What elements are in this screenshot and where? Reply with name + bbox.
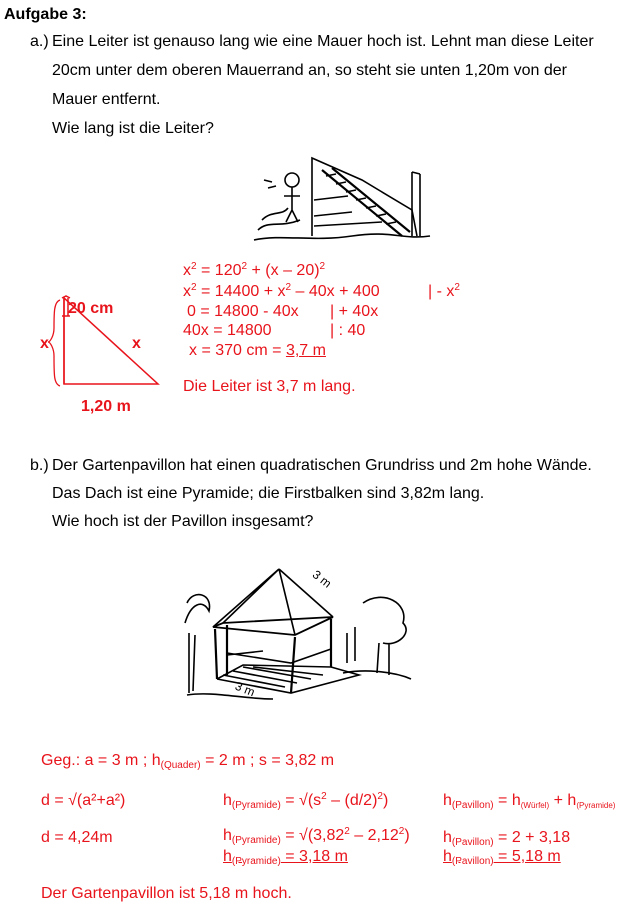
part-a-question: Wie lang ist die Leiter?: [52, 120, 214, 137]
pavilion-sketch: [183, 563, 415, 703]
solution-line-5: x = 370 cm = 3,7 m: [189, 342, 326, 359]
part-a-line-1: Eine Leiter ist genauso lang wie eine Mauer hoch ist. Lehnt man diese Leiter: [52, 33, 594, 50]
part-b-line-1: Der Gartenpavillon hat einen quadratischen Grundriss und 2m hohe Wände.: [52, 457, 592, 474]
diagram-bottom-label: 1,20 m: [81, 398, 131, 415]
part-b-marker: b.): [30, 457, 49, 474]
pavilion-base-label: 3 m: [233, 678, 257, 700]
formula-diagonal: d = √(a²+a²): [41, 792, 126, 809]
solution-line-2: $x^2 = 14400 + x^2 - 40x + 400$: [183, 282, 380, 300]
formula-pavilion-height: $h_{(Pavillon)} = h_{(Würfel)} + h_{(Pyramide)}$: [443, 792, 616, 811]
pyramid-height-calculation: $h_{(Pyramide)} = √(3,82^2 - 2,12^2)$: [223, 826, 410, 846]
diagram-left-label: x: [40, 335, 49, 352]
part-a-line-3: Mauer entfernt.: [52, 91, 161, 108]
solution-result: 3,7 m: [285, 342, 326, 359]
solution-line-1: $x^2 = 120^2 + (x - 20)^2$: [183, 261, 326, 279]
diagram-top-label: 20 cm: [68, 300, 114, 317]
ladder-wall-sketch: [252, 150, 434, 245]
exercise-heading: Aufgabe 3:: [4, 6, 87, 23]
formula-pyramid-height: $h_{(Pyramide)} = √(s^2 - (d/2)^2)$: [223, 791, 389, 811]
part-b-line-2: Das Dach ist eine Pyramide; die Firstbalken sind 3,82m lang.: [52, 485, 485, 502]
solution-line-3-operation: | + 40x: [330, 303, 379, 320]
solution-line-4-operation: | : 40: [330, 322, 366, 339]
solution-line-2-operation: | - $x^2$: [428, 282, 460, 300]
part-a-answer: Die Leiter ist 3,7 m lang.: [183, 378, 356, 395]
solution-line-4: 40x = 14800: [183, 322, 272, 339]
part-a-line-2: 20cm unter dem oberen Mauerrand an, so steht sie unten 1,20m von der: [52, 62, 567, 79]
given-values: Geg.: a = 3 m ; $h_{(Quader)} = 2$ m ; s = 3,82 m: [41, 752, 335, 771]
diagonal-value: d = 4,24m: [41, 829, 113, 846]
pavilion-edge-label: 3 m: [309, 567, 335, 591]
part-b-answer: Der Gartenpavillon ist 5,18 m hoch.: [41, 885, 292, 902]
pyramid-height-result: $h_{(Pyramide)} = 3,18$ m: [223, 848, 348, 867]
pavilion-height-result: $h_{(Pavillon)} = 5,18$ m: [443, 848, 561, 867]
part-a-marker: a.): [30, 33, 49, 50]
pavilion-height-calculation: $h_{(Pavillon)} = 2 + 3,18$: [443, 829, 571, 848]
diagram-hypotenuse-label: x: [132, 335, 141, 352]
solution-line-3: 0 = 14800 - 40x: [187, 303, 299, 320]
part-b-question: Wie hoch ist der Pavillon insgesamt?: [52, 513, 314, 530]
